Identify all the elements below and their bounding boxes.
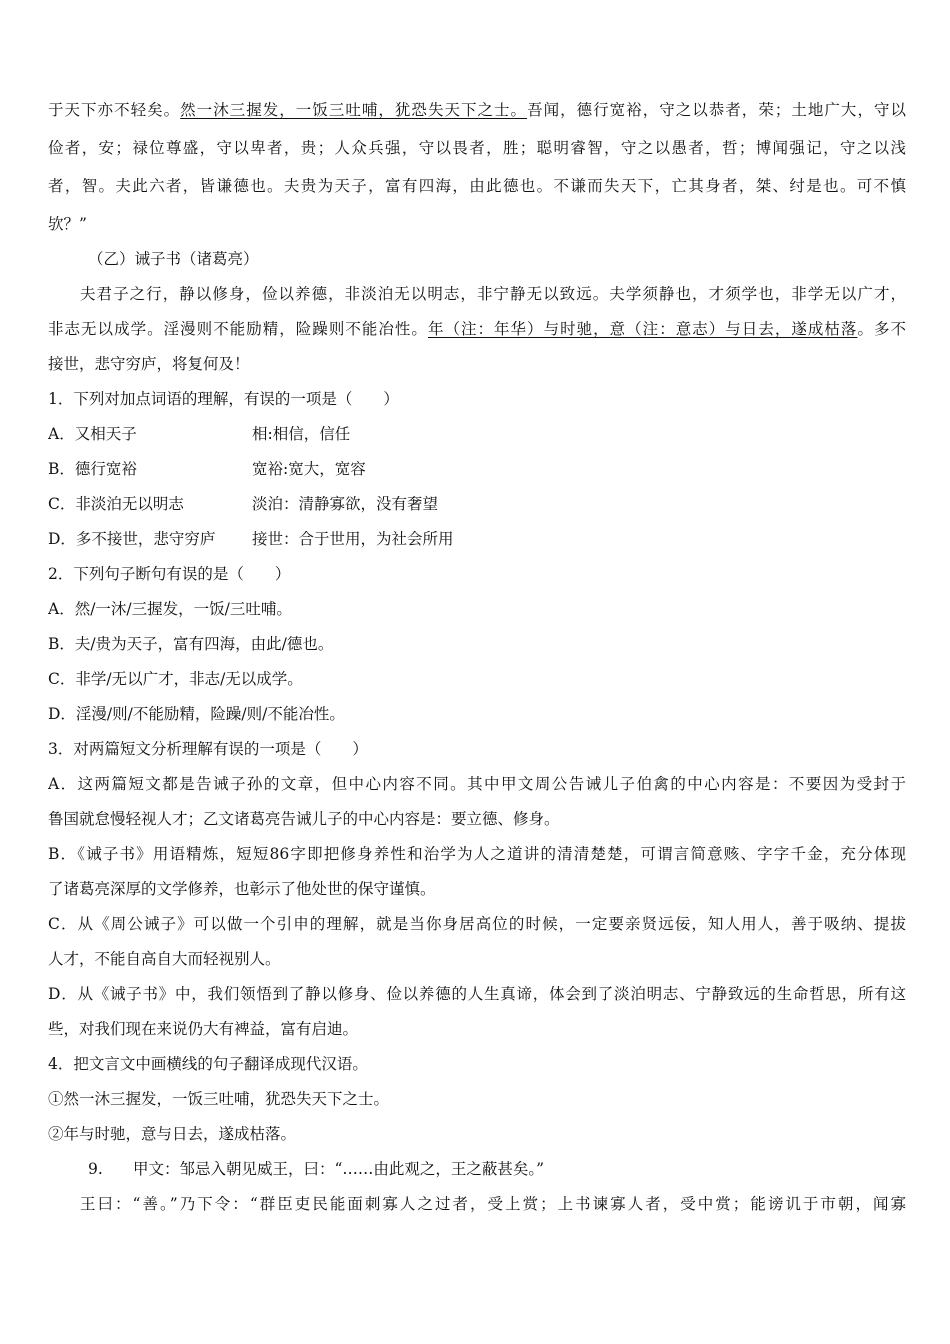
option-gloss: 相:相信，信任 [252, 425, 351, 443]
q3-option-a-cont: 鲁国就怠慢轻视人才；乙文诸葛亮告诫儿子的中心内容是：要立德、修身。 [48, 810, 560, 828]
text: 甲文：邹忌入朝见威王，曰：“……由此观之，王之蔽甚矣。” [133, 1160, 545, 1178]
document-page [48, 96, 906, 1225]
text: 非志无以成学。淫漫则不能励精，险躁则不能冶性。 [48, 320, 428, 338]
passage-yi-line [48, 315, 906, 350]
option-gloss: 宽裕:宽大，宽容 [252, 460, 366, 478]
q2-option-a: A．然/一沐/三握发，一饭/三吐哺。 [48, 600, 292, 618]
passage-jia-line: 者，智。夫此六者，皆谦德也。夫贵为天子，富有四海，由此德也。不谦而失天下，亡其身者，桀、纣是也。可不慎 [48, 177, 906, 195]
question-9-line [48, 1155, 906, 1190]
question-number: 9. [88, 1160, 103, 1178]
text: 于天下亦不轻矣。 [48, 101, 181, 119]
option-gloss: 接世：合于世用，为社会所用 [252, 530, 454, 548]
q2-option-d: D．淫漫/则/不能励精，险躁/则/不能冶性。 [48, 705, 345, 723]
option-label: C．非淡泊无以明志 [48, 495, 184, 513]
passage-jia-line [48, 96, 906, 134]
text: 吾闻，德行宽裕，守之以恭者，荣；土地广大，守以 [527, 101, 906, 119]
underlined-sentence-2: 年（注：年华）与时驰，意（注：意志）与日去，遂成枯落 [427, 320, 858, 338]
q3-option-c-cont: 人才，不能自高自大而轻视别人。 [48, 950, 281, 968]
q3-option-b: B．《诫子书》用语精炼，短短86字即把修身养性和治学为人之道讲的清清楚楚，可谓言简意赅、字字千金，充分体现 [48, 845, 906, 863]
q4-item-1: ①然一沐三握发，一饭三吐哺，犹恐失天下之士。 [48, 1090, 390, 1108]
passage-yi-line: 夫君子之行，静以修身，俭以养德，非淡泊无以明志，非宁静无以致远。夫学须静也，才须学也，非学无以广才， [80, 285, 906, 303]
q1-option-b [48, 455, 906, 490]
question-4-stem: 4．把文言文中画横线的句子翻译成现代汉语。 [48, 1055, 368, 1073]
q3-option-b-cont: 了诸葛亮深厚的文学修养，也彰示了他处世的保守谨慎。 [48, 880, 436, 898]
option-gloss: 淡泊：清静寡欲，没有奢望 [252, 495, 439, 513]
q1-option-c [48, 490, 906, 525]
q1-option-a [48, 420, 906, 455]
question-9-line: 王曰：“善。”乃下令：“群臣吏民能面刺寡人之过者，受上赏；上书谏寡人者，受中赏；能谤讥于市朝，闻寡 [80, 1195, 906, 1213]
passage-yi-line: 接世，悲守穷庐，将复何及！ [48, 355, 250, 373]
underlined-sentence-1: 然一沐三握发，一饭三吐哺，犹恐失天下之士。 [180, 101, 528, 119]
q3-option-a: A．这两篇短文都是告诫子孙的文章，但中心内容不同。其中甲文周公告诫儿子伯禽的中心内容是：不要因为受封于 [48, 775, 906, 793]
option-label: B．德行宽裕 [48, 460, 137, 478]
question-3-stem: 3．对两篇短文分析理解有误的一项是（ ） [48, 740, 368, 758]
passage-jia-line: 欤？” [48, 215, 87, 233]
q2-option-b: B．夫/贵为天子，富有四海，由此/德也。 [48, 635, 334, 653]
passage-jia-line: 俭者，安；禄位尊盛，守以卑者，贵；人众兵强，守以畏者，胜；聪明睿智，守之以愚者，哲；博闻强记，守之以浅 [48, 139, 906, 157]
option-label: D．多不接世，悲守穷庐 [48, 530, 216, 548]
option-label: A．又相天子 [48, 425, 137, 443]
question-2-stem: 2．下列句子断句有误的是（ ） [48, 565, 291, 583]
q3-option-c: C．从《周公诫子》可以做一个引申的理解，就是当你身居高位的时候，一定要亲贤远佞，知人用人，善于吸纳、提拔 [48, 915, 906, 933]
q3-option-d: D．从《诫子书》中，我们领悟到了静以修身、俭以养德的人生真谛，体会到了淡泊明志、宁静致远的生命哲思，所有这 [48, 985, 906, 1003]
passage-yi-title: （乙）诫子书（诸葛亮） [88, 250, 259, 268]
question-1-stem: 1．下列对加点词语的理解，有误的一项是（ ） [48, 390, 399, 408]
text: 。多不 [857, 320, 906, 338]
q2-option-c: C．非学/无以广才，非志/无以成学。 [48, 670, 303, 688]
q4-item-2: ②年与时驰，意与日去，遂成枯落。 [48, 1125, 297, 1143]
q3-option-d-cont: 些，对我们现在来说仍大有裨益，富有启迪。 [48, 1020, 359, 1038]
q1-option-d [48, 525, 906, 560]
